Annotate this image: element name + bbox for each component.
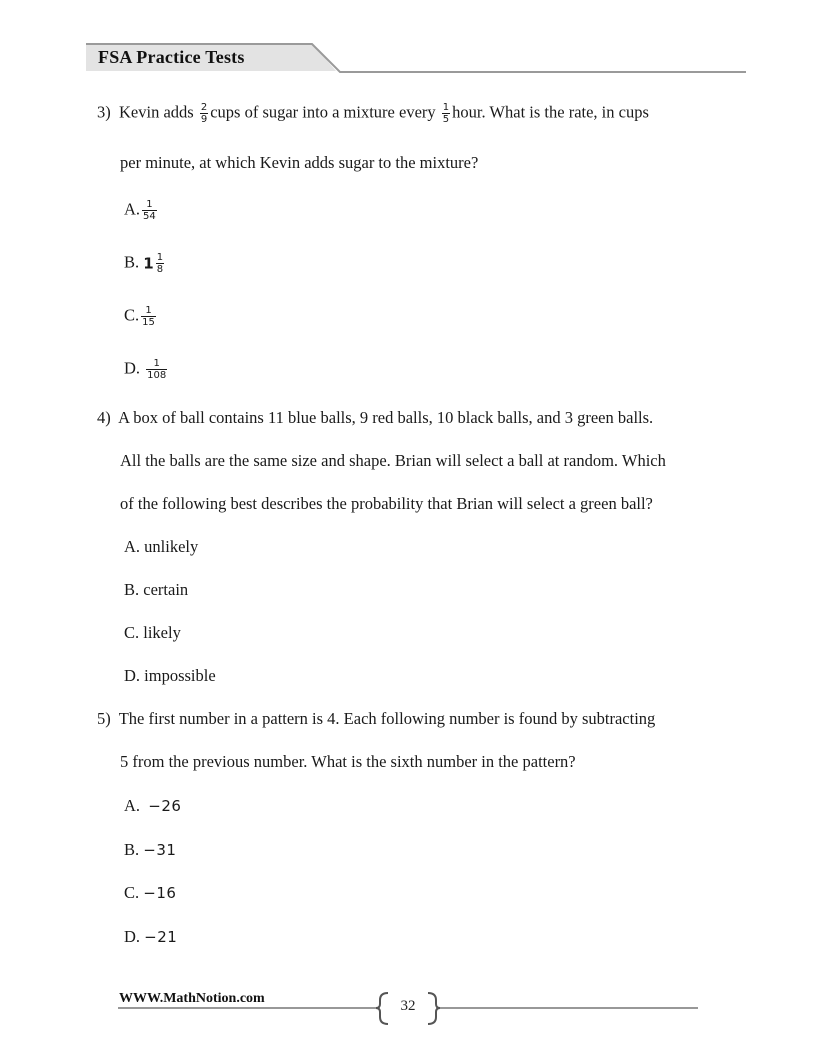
fraction: $\frac{1}{108}$ [147,358,167,381]
question-5-option-b[interactable]: B. −31 [124,840,177,859]
question-number: 4) [97,408,111,427]
question-5-option-a[interactable]: A. −26 [124,796,182,815]
fraction: $\frac{1}{8}$ [156,252,164,275]
fraction: $\frac{1}{5}$ [442,102,450,125]
question-3-option-b[interactable]: B. 1 $\frac{1}{8}$ [124,252,164,275]
question-number: 5) [97,709,111,728]
question-5-line-2: 5 from the previous number. What is the sixth number in the pattern? [120,752,576,771]
fraction: $\frac{1}{15}$ [142,305,155,328]
question-5-option-c[interactable]: C. −16 [124,883,177,902]
question-number: 3) [97,102,111,122]
question-4-option-a[interactable]: A. unlikely [124,537,199,556]
question-3-line-1: 3) Kevin adds $\frac{2}{9}$ cups of sugar into a mixture every $\frac{1}{5}$ hour. What is the rate, in cups [97,102,649,125]
fraction: $\frac{2}{9}$ [200,102,208,125]
question-3-line-2: per minute, at which Kevin adds sugar to the mixture? [120,153,479,172]
question-4-option-c[interactable]: C. likely [124,623,181,642]
question-5-option-d[interactable]: D. −21 [124,927,178,946]
question-3-option-c[interactable]: C. $\frac{1}{15}$ [124,305,155,328]
question-3-option-d[interactable]: D. $\frac{1}{108}$ [124,358,167,381]
question-5-line-1: 5) The first number in a pattern is 4. Each following number is found by subtracting [97,709,656,728]
question-3-option-a[interactable]: A. $\frac{1}{54}$ [124,199,156,222]
page-header-title: FSA Practice Tests [98,47,245,67]
footer-url: WWW.MathNotion.com [119,991,265,1006]
question-4-line-2: All the balls are the same size and shape. Brian will select a ball at random. Which [120,451,666,470]
question-4-option-b[interactable]: B. certain [124,580,189,599]
fraction: $\frac{1}{54}$ [143,199,156,222]
question-4-line-1: 4) A box of ball contains 11 blue balls, 9 red balls, 10 black balls, and 3 green balls. [97,408,654,427]
question-4-line-3: of the following best describes the probability that Brian will select a green ball? [120,494,653,513]
page-number: 32 [400,998,416,1014]
question-4-option-d[interactable]: D. impossible [124,666,216,685]
